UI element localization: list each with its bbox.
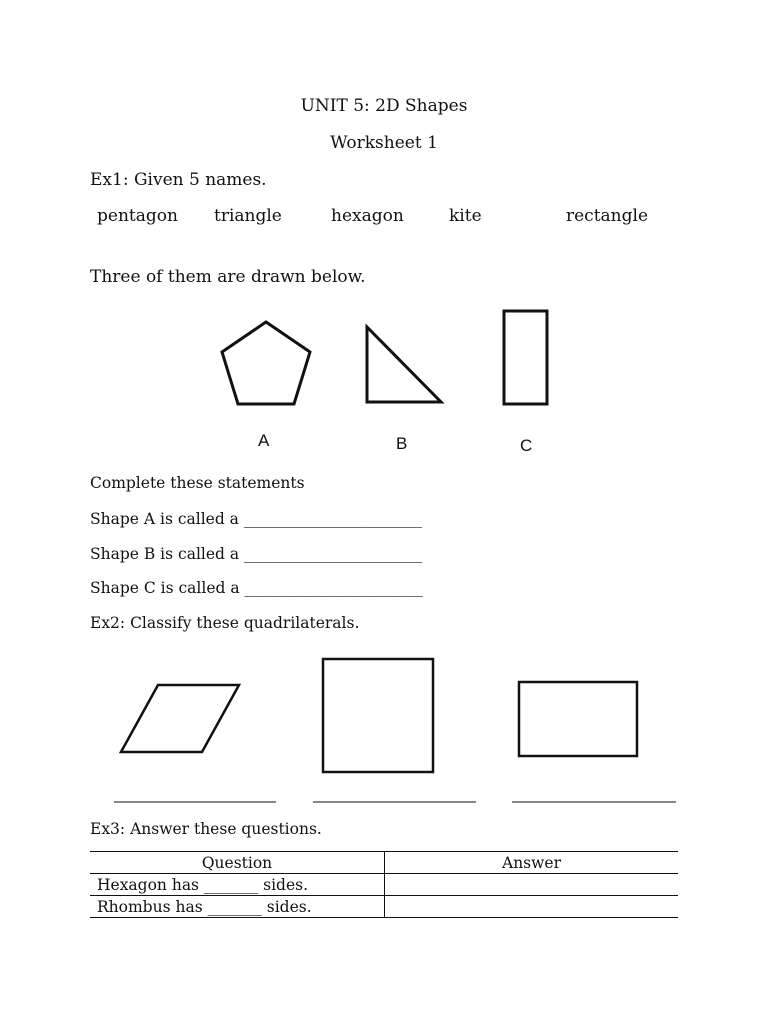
ex3-heading: Ex3: Answer these questions. [90, 820, 322, 838]
table-header-answer: Answer [385, 852, 679, 874]
drawn-text: Three of them are drawn below. [90, 267, 366, 287]
table-header-question: Question [90, 852, 385, 874]
table-header-row [90, 852, 678, 874]
qa-table [90, 851, 678, 918]
shape-label-a: A [258, 431, 270, 450]
table-row [90, 896, 678, 918]
ex2-heading: Ex2: Classify these quadrilaterals. [90, 614, 360, 632]
name-triangle: triangle [214, 206, 282, 226]
name-pentagon: pentagon [97, 206, 178, 226]
question-cell: Rhombus has _______ sides. [90, 896, 385, 918]
name-rectangle: rectangle [566, 206, 649, 226]
complete-text: Complete these statements [90, 474, 305, 492]
pentagon-shape [222, 322, 310, 404]
quadrilaterals-figure [0, 640, 768, 810]
answer-cell[interactable] [385, 896, 679, 918]
statement-b: Shape B is called a _______________________ [90, 545, 423, 563]
name-kite: kite [449, 206, 482, 226]
rhombus-shape [121, 685, 239, 752]
page-title: UNIT 5: 2D Shapes [300, 96, 468, 116]
page-subtitle: Worksheet 1 [330, 133, 438, 153]
shape-label-b: B [396, 434, 408, 453]
statement-c: Shape C is called a _______________________ [90, 579, 423, 597]
square-shape [323, 659, 433, 772]
ex1-heading: Ex1: Given 5 names. [90, 170, 267, 190]
ex1-shapes-figure [0, 0, 768, 470]
question-cell: Hexagon has _______ sides. [90, 874, 385, 896]
table-row [90, 874, 678, 896]
triangle-shape [367, 327, 441, 402]
rectangle-shape [504, 311, 547, 404]
answer-cell[interactable] [385, 874, 679, 896]
rectangle-quad-shape [519, 682, 637, 756]
name-hexagon: hexagon [331, 206, 404, 226]
statement-a: Shape A is called a _______________________ [90, 510, 423, 528]
shape-label-c: C [520, 436, 533, 455]
